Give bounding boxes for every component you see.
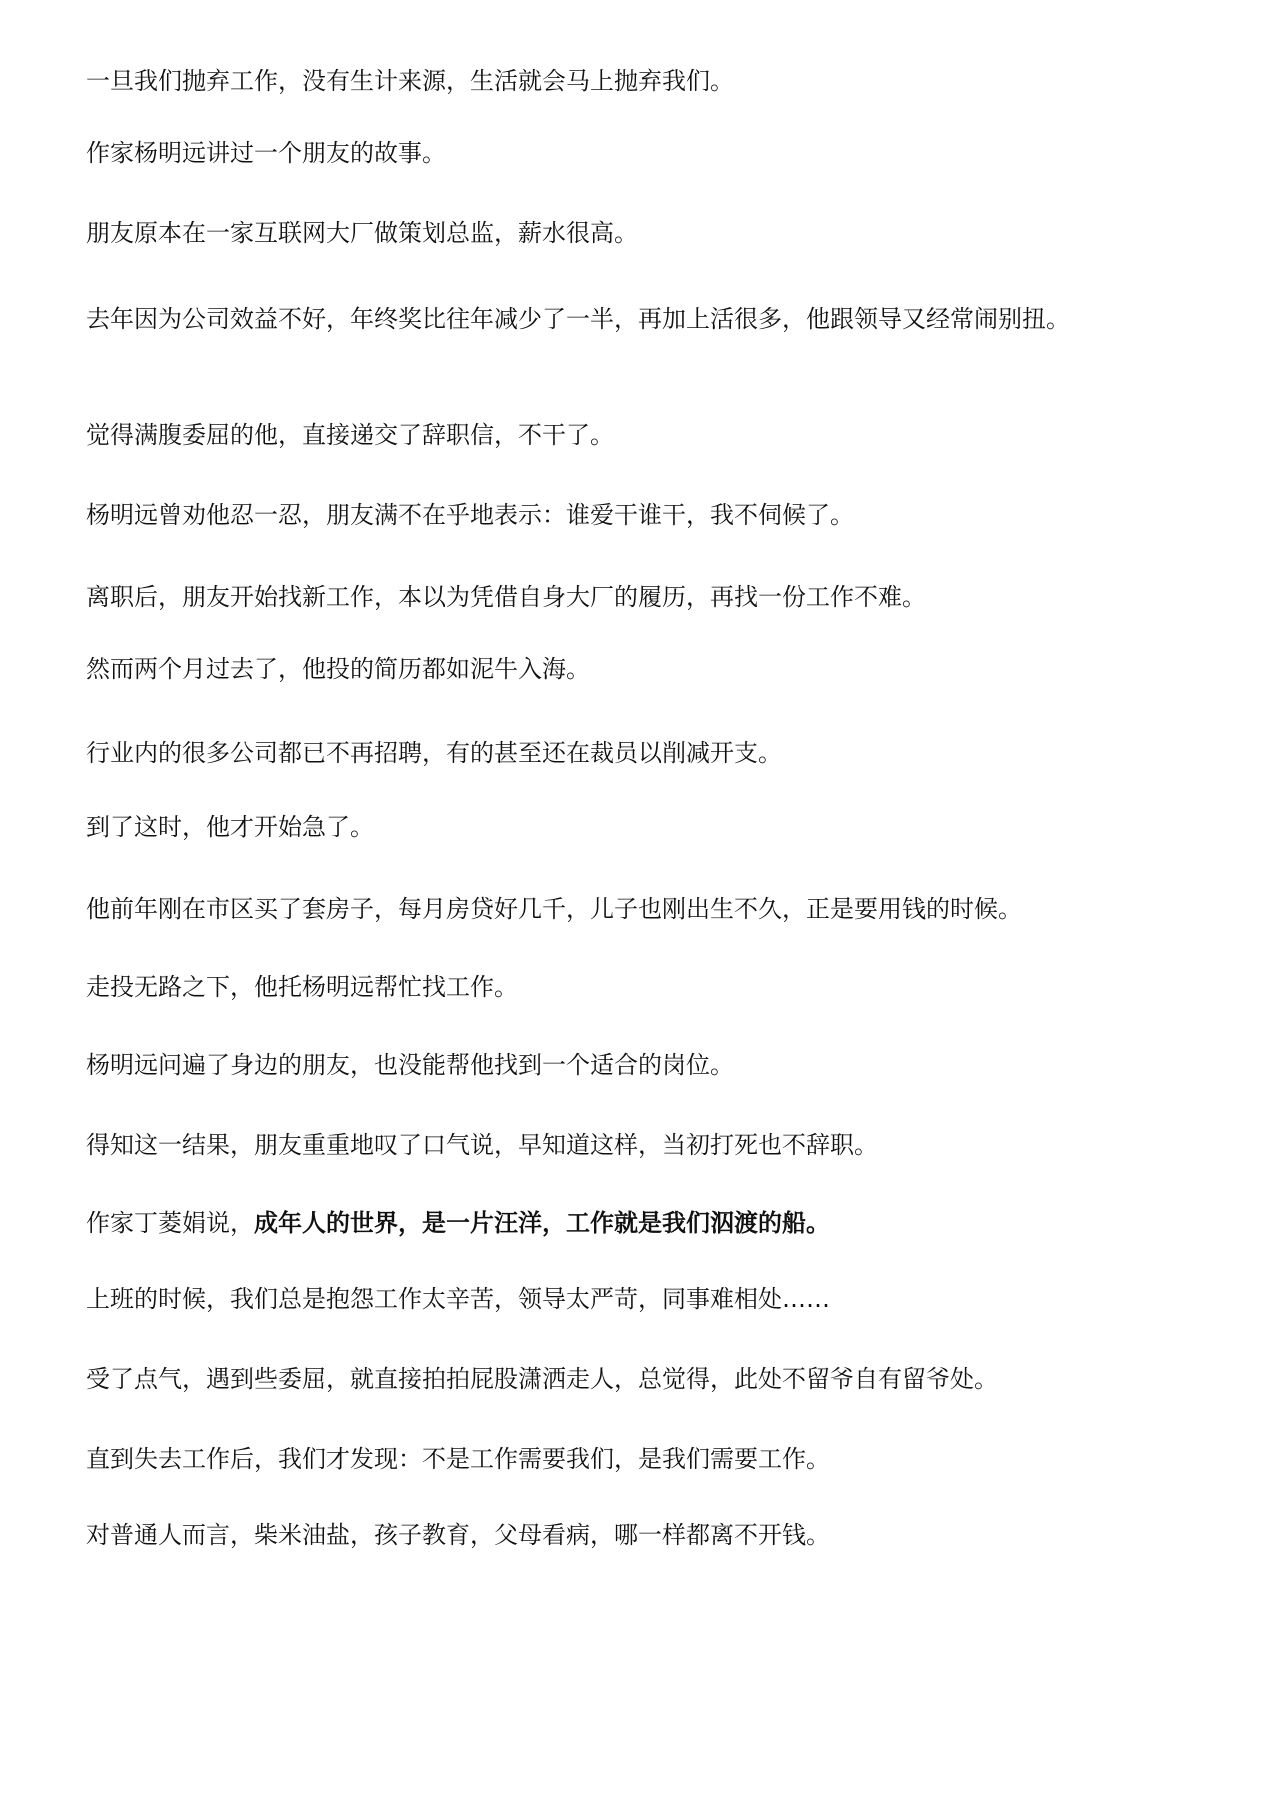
quote-lead: 作家丁菱娟说， [86,1209,254,1237]
paragraph-14: 得知这一结果，朋友重重地叹了口气说，早知道这样，当初打死也不辞职。 [86,1131,878,1159]
quote-bold-text: 成年人的世界，是一片汪洋，工作就是我们泅渡的船。 [254,1209,830,1237]
paragraph-15: 上班的时候，我们总是抱怨工作太辛苦，领导太严苛，同事难相处…… [86,1285,830,1313]
paragraph-17: 直到失去工作后，我们才发现：不是工作需要我们，是我们需要工作。 [86,1445,830,1473]
paragraph-3: 朋友原本在一家互联网大厂做策划总监，薪水很高。 [86,219,638,247]
quote-paragraph [86,1204,1186,1242]
paragraph-6: 杨明远曾劝他忍一忍，朋友满不在乎地表示：谁爱干谁干，我不伺候了。 [86,501,854,529]
paragraph-10: 到了这时，他才开始急了。 [86,813,374,841]
paragraph-13: 杨明远问遍了身边的朋友，也没能帮他找到一个适合的岗位。 [86,1051,734,1079]
paragraph-4: 去年因为公司效益不好，年终奖比往年减少了一半，再加上活很多，他跟领导又经常闹别扭。 [86,305,1070,333]
paragraph-2: 作家杨明远讲过一个朋友的故事。 [86,139,446,167]
paragraph-12: 走投无路之下，他托杨明远帮忙找工作。 [86,973,518,1001]
paragraph-18: 对普通人而言，柴米油盐，孩子教育，父母看病，哪一样都离不开钱。 [86,1521,830,1549]
paragraph-5: 觉得满腹委屈的他，直接递交了辞职信，不干了。 [86,421,614,449]
paragraph-8: 然而两个月过去了，他投的简历都如泥牛入海。 [86,655,590,683]
paragraph-7: 离职后，朋友开始找新工作，本以为凭借自身大厂的履历，再找一份工作不难。 [86,583,926,611]
paragraph-11: 他前年刚在市区买了套房子，每月房贷好几千，儿子也刚出生不久，正是要用钱的时候。 [86,895,1022,923]
paragraph-9: 行业内的很多公司都已不再招聘，有的甚至还在裁员以削减开支。 [86,739,782,767]
paragraph-16: 受了点气，遇到些委屈，就直接拍拍屁股潇洒走人，总觉得，此处不留爷自有留爷处。 [86,1365,998,1393]
paragraph-1: 一旦我们抛弃工作，没有生计来源，生活就会马上抛弃我们。 [86,67,734,95]
